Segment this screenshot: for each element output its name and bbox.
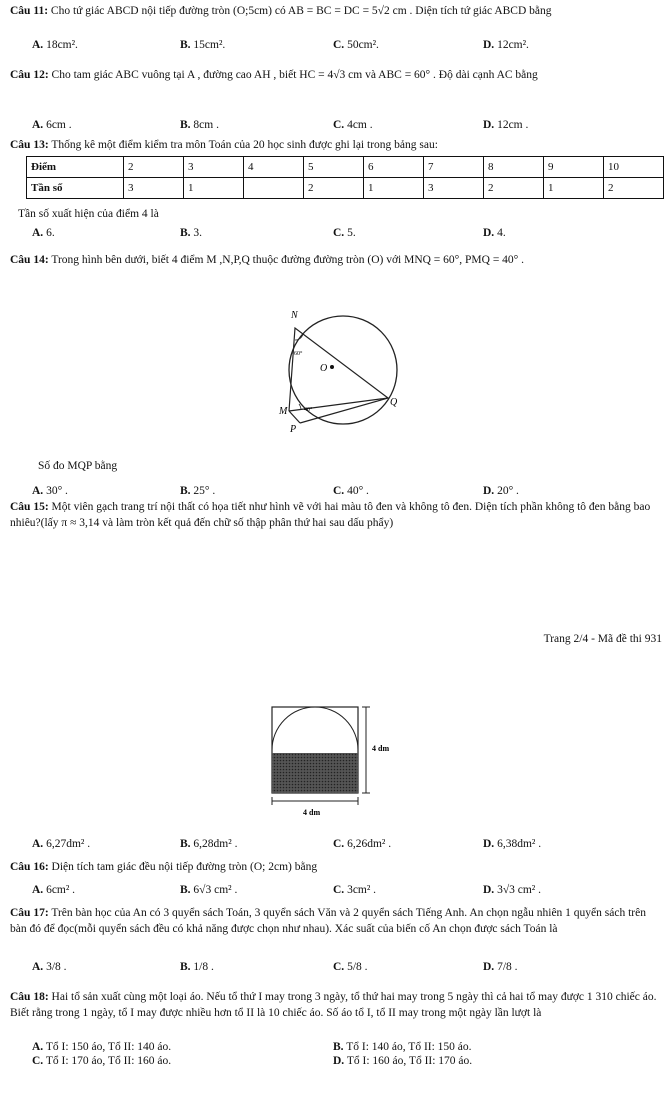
question-13 [10, 138, 665, 154]
table-cell: 2 [604, 178, 664, 199]
option-a[interactable]: A. 6cm² . [32, 884, 76, 896]
label-m: M [279, 406, 288, 417]
option-c[interactable]: C. 4cm . [333, 119, 373, 131]
option-c[interactable]: C. Tổ I: 170 áo, Tổ II: 160 áo. [32, 1055, 172, 1067]
score-frequency-table [26, 156, 664, 199]
option-c[interactable]: C. 40° . [333, 485, 369, 497]
question-text: Trong hình bên dưới, biết 4 điểm M ,N,P,Q thuộc đường đường tròn (O) với MNQ = 60°, PMQ = 40° . [51, 254, 525, 266]
option-a[interactable]: A. 6cm . [32, 119, 72, 131]
question-15 [10, 500, 665, 531]
question-11 [10, 4, 665, 20]
table-cell: 1 [544, 178, 604, 199]
question-14-prompt: Số đo MQP bằng [38, 460, 118, 472]
label-n: N [291, 310, 298, 321]
question-label: Câu 12: [10, 69, 49, 81]
triangle-mnq [289, 328, 388, 411]
question-label: Câu 16: [10, 861, 49, 873]
question-label: Câu 14: [10, 254, 49, 266]
question-14 [10, 253, 665, 269]
question-label: Câu 13: [10, 139, 49, 151]
width-label: 4 dm [303, 808, 321, 817]
table-cell: 5 [304, 157, 364, 178]
option-d[interactable]: D. 6,38dm² . [483, 838, 542, 850]
option-b[interactable]: B. Tổ I: 140 áo, Tổ II: 150 áo. [333, 1041, 472, 1053]
option-b[interactable]: B. 25° . [180, 485, 216, 497]
option-c[interactable]: C. 5/8 . [333, 961, 368, 973]
question-text: Thống kê một điểm kiểm tra môn Toán của 20 học sinh được ghi lại trong bảng sau: [51, 139, 438, 151]
option-c[interactable]: C. 3cm² . [333, 884, 377, 896]
table-cell: 8 [484, 157, 544, 178]
table-cell: 1 [184, 178, 244, 199]
table-row-scores [27, 157, 664, 178]
option-b[interactable]: B. 8cm . [180, 119, 219, 131]
option-a[interactable]: A. 30° . [32, 485, 68, 497]
question-12 [10, 68, 665, 84]
table-cell: 3 [424, 178, 484, 199]
row-header: Điểm [27, 157, 124, 178]
option-a[interactable]: A. 6,27dm² . [32, 838, 91, 850]
option-a[interactable]: A. Tổ I: 150 áo, Tổ II: 140 áo. [32, 1041, 172, 1053]
table-row-frequencies [27, 178, 664, 199]
center-dot [330, 365, 334, 369]
option-c[interactable]: C. 5. [333, 227, 356, 239]
option-d[interactable]: D. 20° . [483, 485, 519, 497]
circle-figure [250, 308, 420, 436]
question-text: Cho tam giác ABC vuông tại A , đường cao AH , biết HC = 4√3 cm và ABC = 60° . Độ dài cạnh AC bằng [51, 69, 538, 81]
table-cell: 2 [304, 178, 364, 199]
table-cell: 6 [364, 157, 424, 178]
option-d[interactable]: D. Tổ I: 160 áo, Tổ II: 170 áo. [333, 1055, 473, 1067]
table-cell: 9 [544, 157, 604, 178]
height-label: 4 dm [372, 744, 390, 753]
table-cell: 10 [604, 157, 664, 178]
tile-figure [270, 705, 420, 825]
table-cell: 1 [364, 178, 424, 199]
option-b[interactable]: B. 6,28dm² . [180, 838, 238, 850]
question-17 [10, 906, 665, 937]
question-label: Câu 11: [10, 5, 49, 17]
option-d[interactable]: D. 12cm². [483, 39, 529, 51]
option-d[interactable]: D. 3√3 cm² . [483, 884, 541, 896]
question-text: Một viên gạch trang trí nội thất có họa tiết như hình vẽ với hai màu tô đen và không tô đen. Diện tích phần không tô đen bằng bao nhiêu?(lấy π ≈ 3,14 và làm tròn kết quả đến chữ số thập phân thứ hai sau dấu phẩy) [10, 501, 651, 529]
question-text: Hai tổ sản xuất cùng một loại áo. Nếu tổ thứ I may trong 3 ngày, tổ thứ hai may trong 5 ngày thì cả hai tổ may được 1 310 chiếc áo. Biết rằng trong 1 ngày, tổ I may được nhiều hơn tổ II là 10 chiếc áo. Số áo tổ I, tổ II may trong một ngày lần lượt là [10, 991, 657, 1019]
option-d[interactable]: D. 4. [483, 227, 506, 239]
page-footer: Trang 2/4 - Mã đề thi 931 [543, 633, 662, 645]
segment-pq [300, 398, 388, 423]
angle-m-label: 40° [304, 407, 313, 413]
option-b[interactable]: B. 1/8 . [180, 961, 214, 973]
question-label: Câu 17: [10, 907, 49, 919]
question-label: Câu 18: [10, 991, 49, 1003]
question-16 [10, 860, 665, 876]
option-a[interactable]: A. 6. [32, 227, 55, 239]
option-c[interactable]: C. 50cm². [333, 39, 379, 51]
option-b[interactable]: B. 6√3 cm² . [180, 884, 238, 896]
option-b[interactable]: B. 15cm². [180, 39, 226, 51]
table-cell: 3 [184, 157, 244, 178]
question-text: Trên bàn học của An có 3 quyển sách Toán, 3 quyển sách Văn và 2 quyển sách Tiếng Anh. An chọn ngẫu nhiên 1 quyển sách trên bàn đó để đọc(mỗi quyển sách đều có khả năng được chọn như nhau). Xác suất của biến cố An chọn được sách Toán là [10, 907, 646, 935]
label-o: O [320, 363, 328, 374]
question-label: Câu 15: [10, 501, 49, 513]
angle-n-label: 60° [294, 351, 303, 357]
label-p: P [290, 424, 297, 435]
table-cell: 3 [124, 178, 184, 199]
option-d[interactable]: D. 7/8 . [483, 961, 518, 973]
question-13-prompt: Tần số xuất hiện của điểm 4 là [18, 208, 159, 220]
table-cell: 7 [424, 157, 484, 178]
table-cell: 2 [484, 178, 544, 199]
question-text: Diện tích tam giác đều nội tiếp đường tròn (O; 2cm) bằng [51, 861, 318, 873]
label-q: Q [390, 397, 398, 408]
option-b[interactable]: B. 3. [180, 227, 203, 239]
question-18 [10, 990, 665, 1021]
option-c[interactable]: C. 6,26dm² . [333, 838, 392, 850]
table-cell: 4 [244, 157, 304, 178]
row-header: Tần số [27, 178, 124, 199]
table-cell: 2 [124, 157, 184, 178]
question-text: Cho tứ giác ABCD nội tiếp đường tròn (O;5cm) có AB = BC = DC = 5√2 cm . Diện tích tứ giác ABCD bằng [50, 5, 552, 17]
option-a[interactable]: A. 18cm². [32, 39, 78, 51]
segment-mp [289, 411, 300, 423]
option-a[interactable]: A. 3/8 . [32, 961, 67, 973]
option-d[interactable]: D. 12cm . [483, 119, 529, 131]
table-cell [244, 178, 304, 199]
